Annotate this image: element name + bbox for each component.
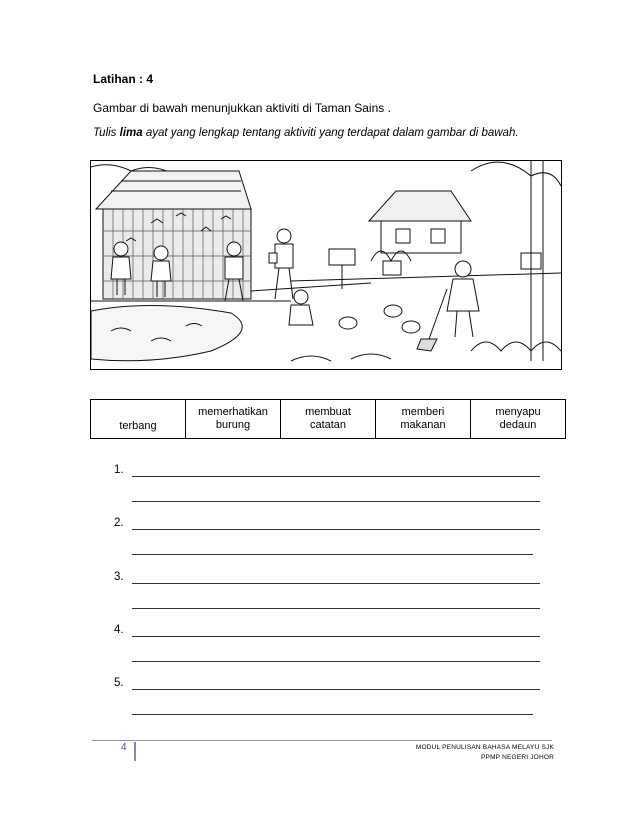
answer-line-3a[interactable] [132,583,540,584]
answer-line-3b[interactable] [132,608,540,609]
instruction-text: Tulis lima ayat yang lengkap tentang aktiviti yang terdapat dalam gambar di bawah. [93,127,519,139]
answer-line-1a[interactable] [132,476,540,477]
answer-line-5a[interactable] [132,689,540,690]
intro-text: Gambar di bawah menunjukkan aktiviti di Taman Sains . [93,101,391,115]
word-cell-5: menyapu dedaun [471,400,566,439]
word-bank-row [91,400,566,439]
answer-line-1b[interactable] [132,501,540,502]
science-park-illustration [90,160,562,370]
page-number: 4 [121,742,127,753]
word-bank-table [90,399,566,439]
answer-line-2b[interactable] [132,554,533,555]
answer-number-4: 4. [114,624,124,636]
word-cell-4: memberi makanan [376,400,471,439]
answer-line-5b[interactable] [132,714,533,715]
footer-accent-bar [134,742,136,761]
answer-line-4a[interactable] [132,636,540,637]
word-cell-2: memerhatikan burung [186,400,281,439]
word-cell-1: terbang [91,400,186,439]
module-publisher: PPMP NEGERI JOHOR [481,754,554,761]
footer-divider [92,740,552,741]
module-name [380,743,554,763]
module-title: MODUL PENULISAN BAHASA MELAYU SJK [415,744,554,751]
answer-line-2a[interactable] [132,529,540,530]
word-cell-3: membuat catatan [281,400,376,439]
answer-number-3: 3. [114,571,124,583]
exercise-title: Latihan : 4 [93,72,154,86]
answer-number-5: 5. [114,677,124,689]
answer-number-1: 1. [114,464,124,476]
answer-number-2: 2. [114,517,124,529]
answer-line-4b[interactable] [132,661,540,662]
